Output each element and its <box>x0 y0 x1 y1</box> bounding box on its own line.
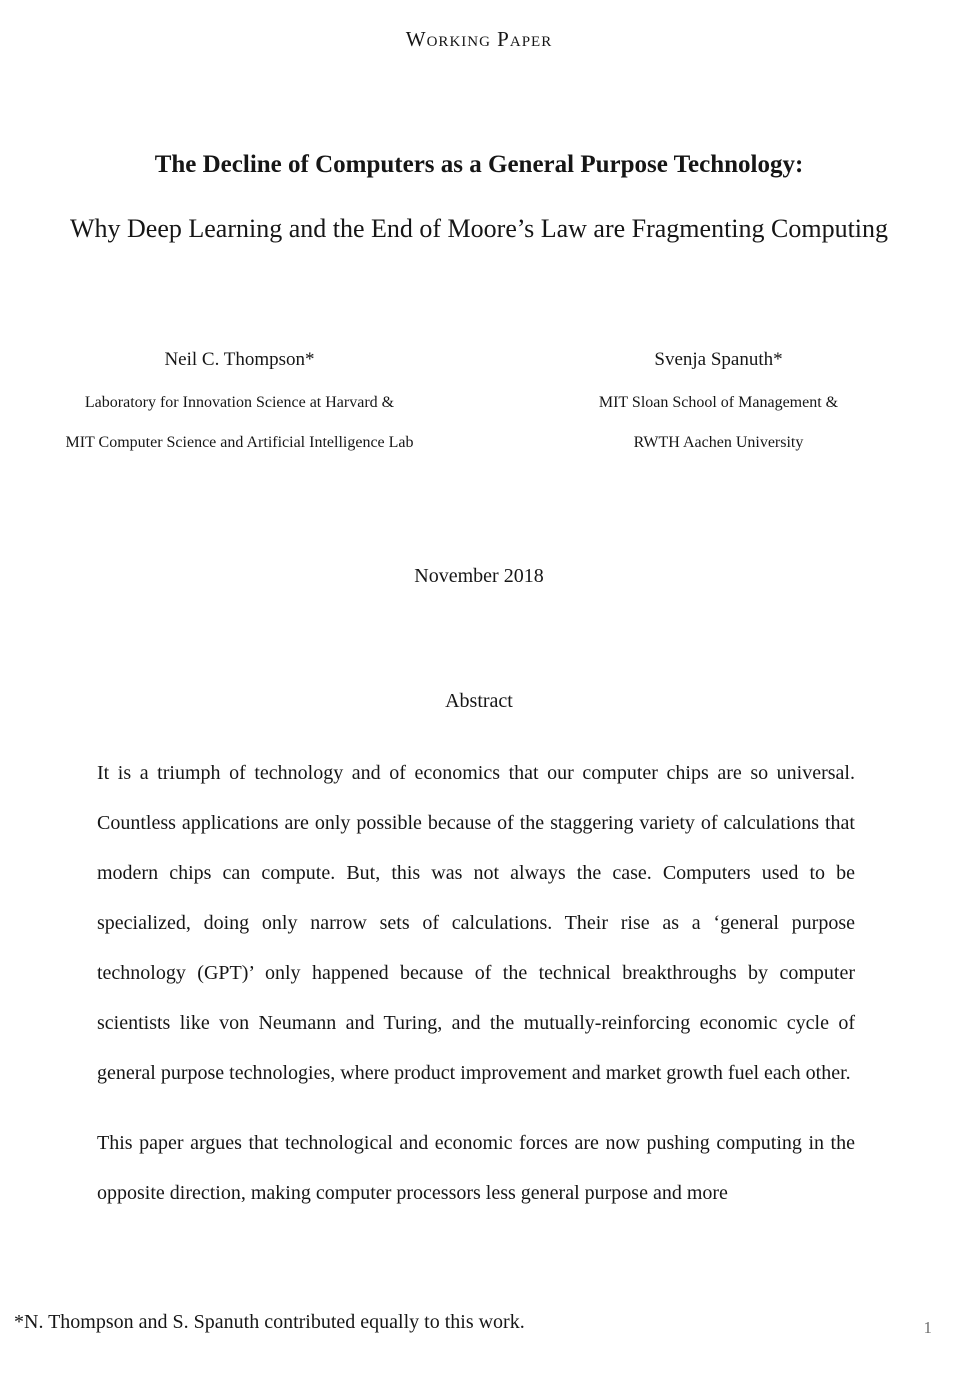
publication-date: November 2018 <box>414 565 544 587</box>
abstract-body <box>97 748 855 1218</box>
author-contribution-footnote: *N. Thompson and S. Spanuth contributed equally to this work. <box>14 1311 525 1333</box>
author-affiliation-line: MIT Sloan School of Management & <box>598 394 839 411</box>
author-name: Svenja Spanuth* <box>654 349 783 370</box>
author-left <box>0 348 479 453</box>
author-name: Neil C. Thompson* <box>164 349 315 370</box>
abstract-paragraph-2: This paper argues that technological and economic forces are now pushing computing in the opposite direction, making computer processors less general purpose and more <box>97 1132 855 1204</box>
authors-block <box>0 348 958 453</box>
paper-title-line-1: The Decline of Computers as a General Purpose Technology: <box>154 151 804 178</box>
abstract-paragraph-1: It is a triumph of technology and of economics that our computer chips are so universal. Countless applications are only possible because of the staggering variety of calculations that modern chips can compute. But, this was not always the case. Computers used to be specialized, doing only narrow sets of calculations. Their rise as a ‘general purpose technology (GPT)’ only happened because of the technical breakthroughs by computer scientists like von Neumann and Turing, and the mutually-reinforcing economic cycle of general purpose technologies, where product improvement and market growth fuel each other. <box>97 762 855 1084</box>
author-affiliation-line: RWTH Aachen University <box>633 434 804 451</box>
abstract-heading: Abstract <box>445 690 513 712</box>
author-affiliation-line: MIT Computer Science and Artificial Intelligence Lab <box>65 434 414 451</box>
paper-title-line-2: Why Deep Learning and the End of Moore’s Law are Fragmenting Computing <box>69 214 889 243</box>
page-number: 1 <box>923 1318 932 1337</box>
author-right <box>479 348 958 453</box>
author-affiliation-line: Laboratory for Innovation Science at Harvard & <box>84 394 395 411</box>
running-head: Working Paper <box>405 27 553 51</box>
